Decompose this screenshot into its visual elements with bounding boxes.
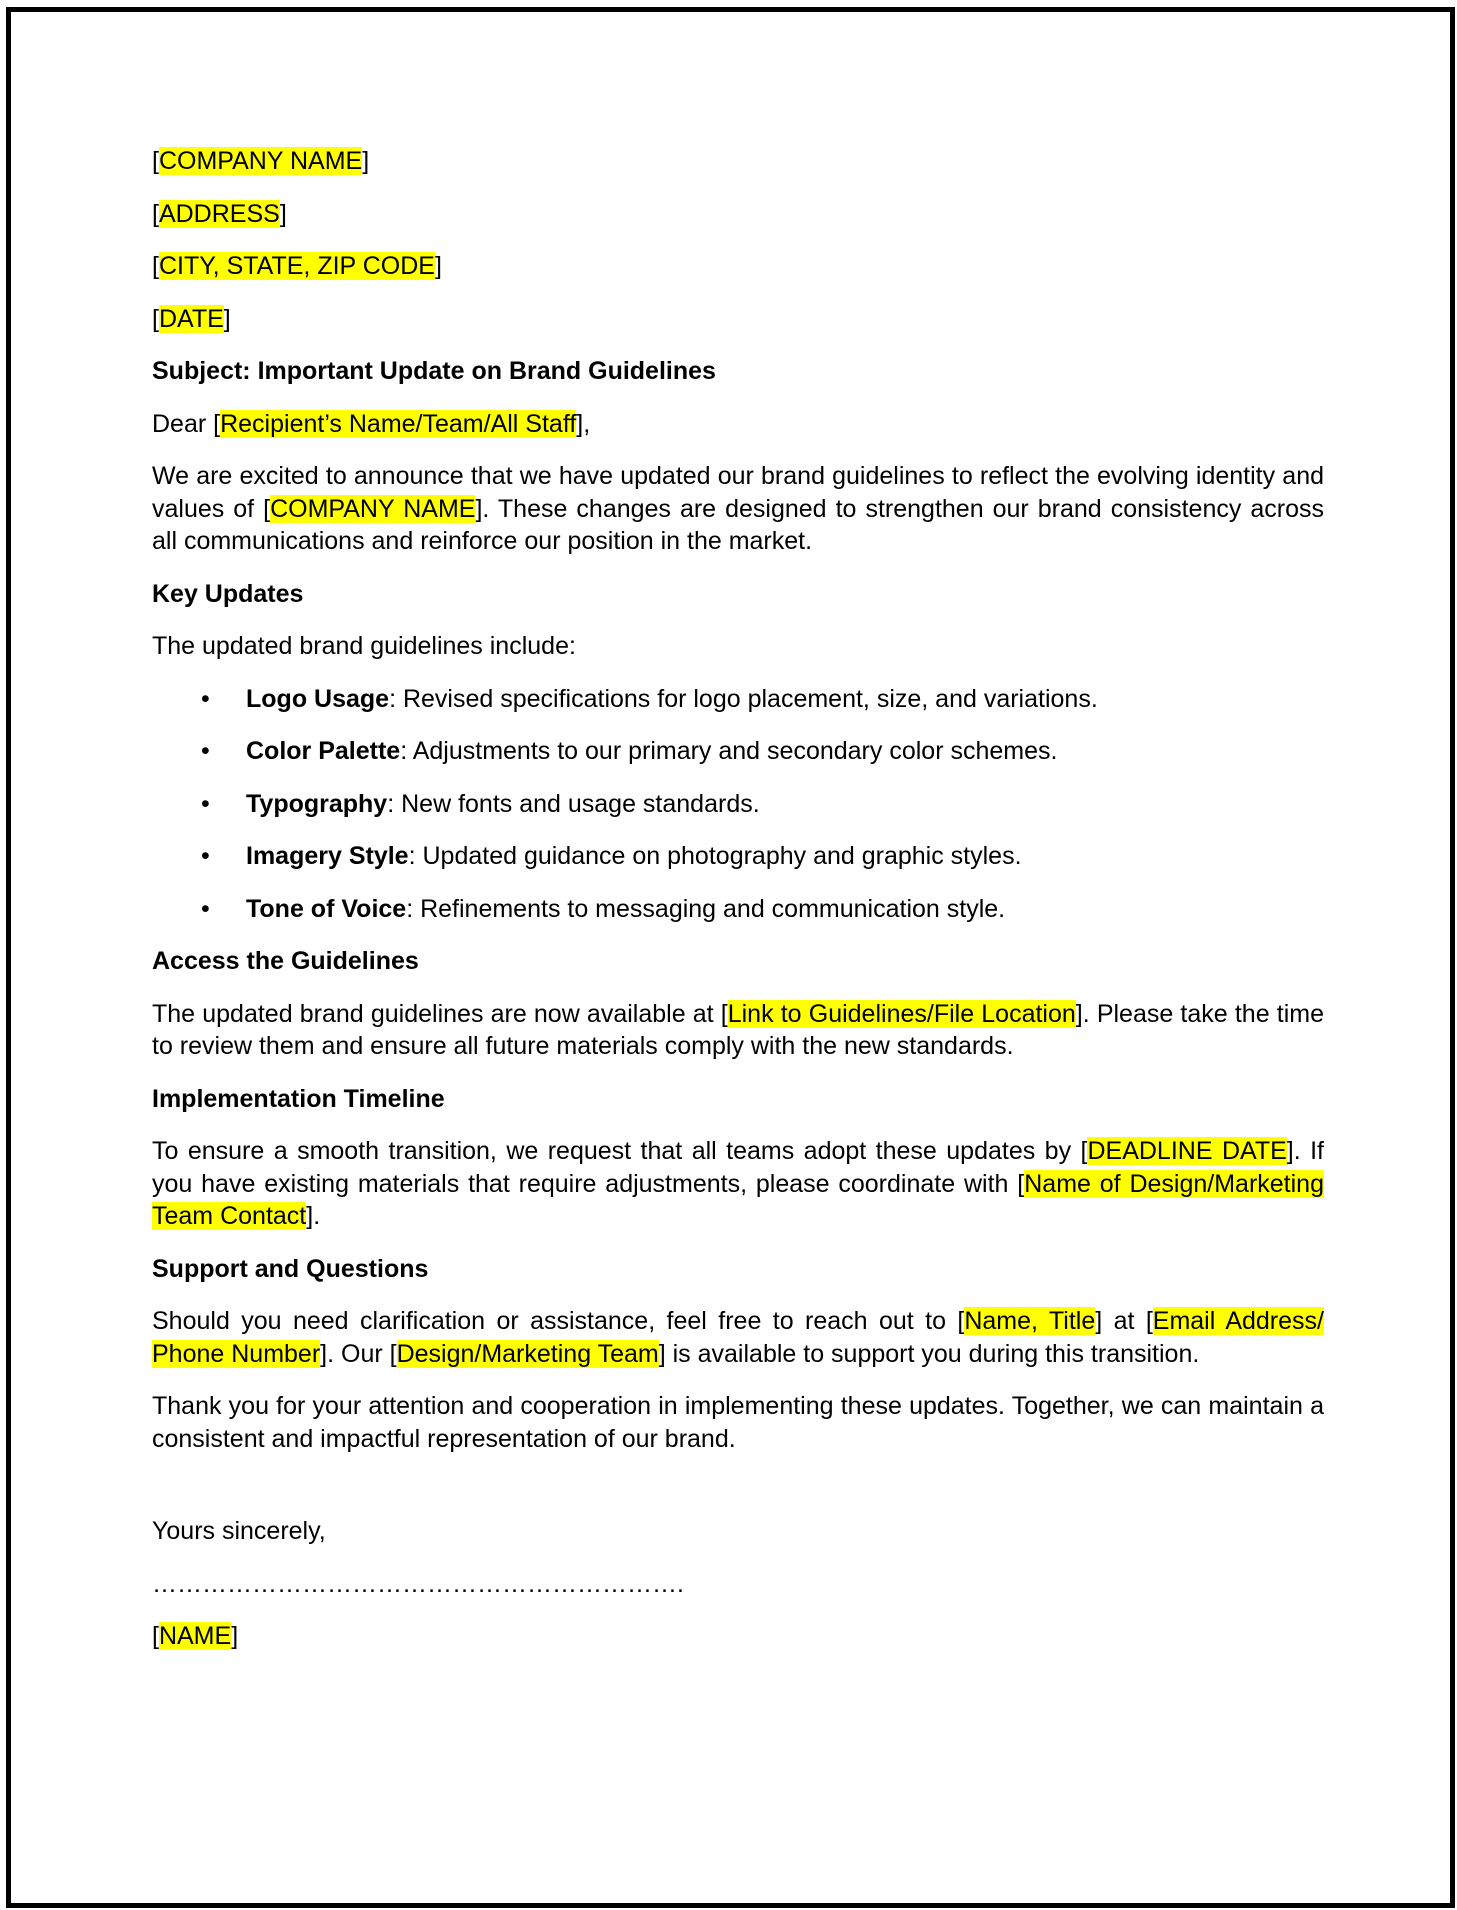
letter-body	[152, 145, 1324, 1673]
company-placeholder: COMPANY NAME	[158, 147, 363, 175]
timeline-text-1: To ensure a smooth transition, we request that all teams adopt these updates by [	[152, 1137, 1088, 1165]
intro-text-1: We are excited to announce that we have updated our brand guidelines to reflect the evolving identity and values of [	[152, 462, 1324, 523]
list-item-text: : Adjustments to our primary and secondary color schemes.	[400, 737, 1058, 765]
guidelines-link-placeholder: Link to Guidelines/File Location	[727, 999, 1076, 1028]
list-item-text: : Refinements to messaging and communication style.	[406, 894, 1006, 923]
recipient-placeholder: Recipient’s Name/Team/All Staff	[220, 409, 577, 438]
team-placeholder: Design/Marketing Team	[396, 1339, 659, 1368]
support-paragraph	[152, 1305, 1324, 1370]
email-phone-placeholder: Email Address/ Phone Number	[152, 1307, 1324, 1368]
thanks-paragraph: Thank you for your attention and cooperation in implementing these updates. Together, we can maintain a consistent and impactful representation of our brand.	[152, 1392, 1324, 1453]
deadline-placeholder: DEADLINE DATE	[1087, 1137, 1287, 1165]
bullet-icon: •	[201, 737, 210, 765]
bullet-icon: •	[201, 789, 210, 818]
timeline-text-2: ]. If you have existing materials that require adjustments, please coordinate with [	[152, 1137, 1324, 1198]
list-item-text: : Revised specifications for logo placement, size, and variations.	[389, 684, 1098, 713]
address-block	[152, 145, 1324, 335]
name-line: [NAME]	[152, 1622, 239, 1650]
timeline-heading: Implementation Timeline	[152, 1084, 445, 1113]
contact-placeholder: Name of Design/Marketing Team Contact	[152, 1169, 1324, 1230]
key-updates-heading: Key Updates	[152, 579, 304, 608]
support-text-1: Should you need clarification or assistance, feel free to reach out to [	[152, 1307, 965, 1335]
key-updates-list	[152, 683, 1324, 926]
list-item	[152, 788, 1324, 821]
signature-line: ……………………………………………………….	[152, 1569, 684, 1598]
access-paragraph	[152, 998, 1324, 1063]
list-item-title: Imagery Style	[246, 842, 409, 870]
access-heading: Access the Guidelines	[152, 947, 419, 975]
support-heading: Support and Questions	[152, 1254, 429, 1283]
document-page	[6, 7, 1455, 1908]
bullet-icon: •	[201, 842, 210, 870]
address-line: [ADDRESS]	[152, 199, 287, 228]
list-item-text: : Updated guidance on photography and graphic styles.	[408, 842, 1022, 870]
city-line: [CITY, STATE, ZIP CODE]	[152, 252, 442, 280]
greeting	[152, 408, 1324, 441]
key-updates-lead: The updated brand guidelines include:	[152, 632, 576, 660]
address-placeholder: ADDRESS	[158, 199, 280, 228]
name-title-placeholder: Name, Title	[964, 1307, 1096, 1335]
list-item	[152, 683, 1324, 716]
support-text-3: ]. Our [	[320, 1339, 397, 1368]
access-text-2: ]. Please take the time to review them and ensure all future materials comply with the new standards.	[152, 999, 1324, 1060]
date-line: [DATE]	[152, 304, 231, 333]
support-text-2: ] at [	[1095, 1307, 1153, 1335]
city-placeholder: CITY, STATE, ZIP CODE	[158, 252, 435, 280]
bullet-icon: •	[201, 684, 210, 713]
date-placeholder: DATE	[158, 304, 224, 333]
greeting-prefix: Dear [	[152, 409, 221, 438]
company-line: [COMPANY NAME]	[152, 147, 370, 175]
timeline-text-3: ].	[306, 1202, 321, 1230]
greeting-suffix: ],	[576, 409, 591, 438]
signoff: Yours sincerely,	[152, 1517, 326, 1545]
timeline-paragraph	[152, 1135, 1324, 1233]
list-item-text: : New fonts and usage standards.	[387, 789, 760, 818]
list-item-title: Typography	[246, 789, 388, 818]
access-text-1: The updated brand guidelines are now available at [	[152, 999, 728, 1028]
support-text-4: ] is available to support you during this transition.	[658, 1339, 1200, 1368]
bullet-icon: •	[201, 894, 210, 923]
list-item	[152, 840, 1324, 873]
subject-line: Subject: Important Update on Brand Guidelines	[152, 357, 716, 385]
list-item-title: Color Palette	[246, 737, 401, 765]
intro-paragraph	[152, 460, 1324, 558]
name-placeholder: NAME	[158, 1622, 232, 1650]
list-item-title: Logo Usage	[246, 684, 390, 713]
intro-company-placeholder: COMPANY NAME	[270, 494, 476, 523]
intro-text-2: ]. These changes are designed to strengthen our brand consistency across all communications and reinforce our position in the market.	[152, 494, 1324, 555]
list-item	[152, 735, 1324, 768]
list-item-title: Tone of Voice	[246, 894, 407, 923]
list-item	[152, 893, 1324, 926]
